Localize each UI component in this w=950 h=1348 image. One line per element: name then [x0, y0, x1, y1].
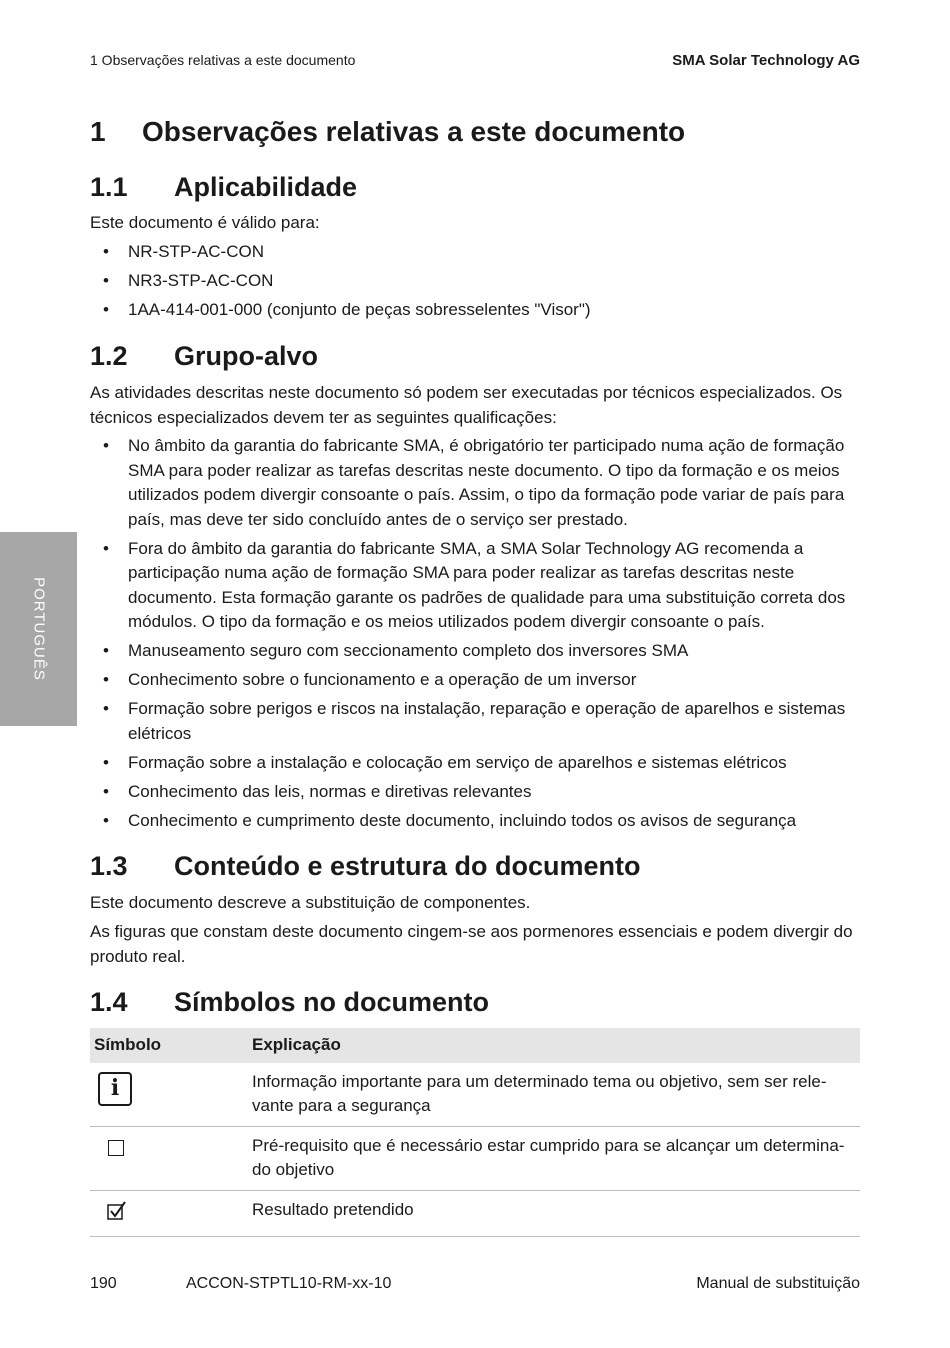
section-title: Conteúdo e estrutura do documento	[174, 851, 641, 881]
section-number: 1.1	[90, 172, 128, 202]
symbol-cell	[90, 1063, 248, 1127]
section-number: 1.2	[90, 341, 128, 371]
document-code: ACCON-STPTL10-RM-xx-10	[186, 1275, 392, 1292]
explanation-cell: Informação importante para um determinado tema ou objetivo, sem ser rele-vante para a segurança	[248, 1063, 860, 1127]
info-icon	[98, 1072, 132, 1106]
symbol-cell	[90, 1190, 248, 1237]
header-chapter: 1 Observações relativas a este documento	[90, 52, 356, 68]
section-title: Aplicabilidade	[174, 172, 358, 202]
list-item: • No âmbito da garantia do fabricante SMA, é obrigatório ter participado numa ação de formação SMA para poder realizar as tarefas descritas neste documento. O tipo da formação e os meios utilizados podem divergir consoante o país. Assim, o tipo da formação pode variar de país para país, mas deve ter sido concluído antes de o serviço ser prestado.	[90, 434, 860, 532]
column-header-symbol: Símbolo	[90, 1028, 248, 1063]
list-item: • 1AA-414-001-000 (conjunto de peças sobresselentes "Visor")	[90, 298, 860, 323]
section-heading-content	[90, 851, 641, 882]
language-tab-label: PORTUGUÊS	[30, 577, 47, 681]
qualification-list	[90, 434, 860, 838]
section-title: Grupo-alvo	[174, 341, 319, 371]
language-tab	[0, 532, 77, 726]
list-item: • NR-STP-AC-CON	[90, 240, 860, 265]
page-number: 190	[90, 1275, 117, 1292]
list-item: • Formação sobre a instalação e colocação em serviço de aparelhos e sistemas elétricos	[90, 751, 860, 776]
checkbox-empty-icon	[108, 1140, 124, 1156]
product-list	[90, 240, 860, 327]
chapter-title	[90, 116, 685, 148]
section-intro: As atividades descritas neste documento só podem ser executadas por técnicos especializados. Os técnicos especializados devem ter as seguintes qualificações:	[90, 383, 843, 427]
list-item: • Fora do âmbito da garantia do fabricante SMA, a SMA Solar Technology AG recomenda a participação numa ação de formação SMA para poder realizar as tarefas descritas neste documento. Esta formação garante os padrões de qualidade para uma substituição correta dos módulos. O tipo da formação e os meios utilizados podem divergir consoante o país.	[90, 537, 860, 635]
section-number: 1.4	[90, 987, 128, 1017]
list-item: • NR3-STP-AC-CON	[90, 269, 860, 294]
table-row	[90, 1063, 860, 1127]
explanation-cell: Resultado pretendido	[248, 1190, 860, 1237]
section-paragraph: Este documento descreve a substituição de componentes.	[90, 893, 531, 912]
list-item: • Conhecimento e cumprimento deste documento, incluindo todos os avisos de segurança	[90, 809, 860, 834]
column-header-explanation: Explicação	[248, 1028, 860, 1063]
section-heading-applicability	[90, 172, 357, 203]
chapter-title-text: Observações relativas a este documento	[142, 116, 686, 147]
running-header	[90, 52, 860, 69]
document-title: Manual de substituição	[696, 1275, 860, 1292]
table-row	[90, 1190, 860, 1237]
table-header-row	[90, 1028, 860, 1063]
table-row	[90, 1126, 860, 1190]
list-item: • Conhecimento sobre o funcionamento e a operação de um inversor	[90, 668, 860, 693]
chapter-number: 1	[90, 116, 106, 147]
header-company: SMA Solar Technology AG	[672, 52, 860, 69]
section-number: 1.3	[90, 851, 128, 881]
list-item: • Manuseamento seguro com seccionamento completo dos inversores SMA	[90, 639, 860, 664]
section-paragraph: As figuras que constam deste documento cingem-se aos pormenores essenciais e podem divergir do produto real.	[90, 922, 853, 966]
section-title: Símbolos no documento	[174, 987, 489, 1017]
list-item: • Formação sobre perigos e riscos na instalação, reparação e operação de aparelhos e sistemas elétricos	[90, 697, 860, 746]
symbol-cell	[90, 1126, 248, 1190]
section-heading-target-group	[90, 341, 318, 372]
symbols-table	[90, 1028, 860, 1237]
list-item: • Conhecimento das leis, normas e diretivas relevantes	[90, 780, 860, 805]
explanation-cell: Pré-requisito que é necessário estar cumprido para se alcançar um determina-do objetivo	[248, 1126, 860, 1190]
section-heading-symbols	[90, 987, 489, 1018]
checkbox-checked-icon	[106, 1200, 128, 1222]
section-intro: Este documento é válido para:	[90, 213, 320, 232]
